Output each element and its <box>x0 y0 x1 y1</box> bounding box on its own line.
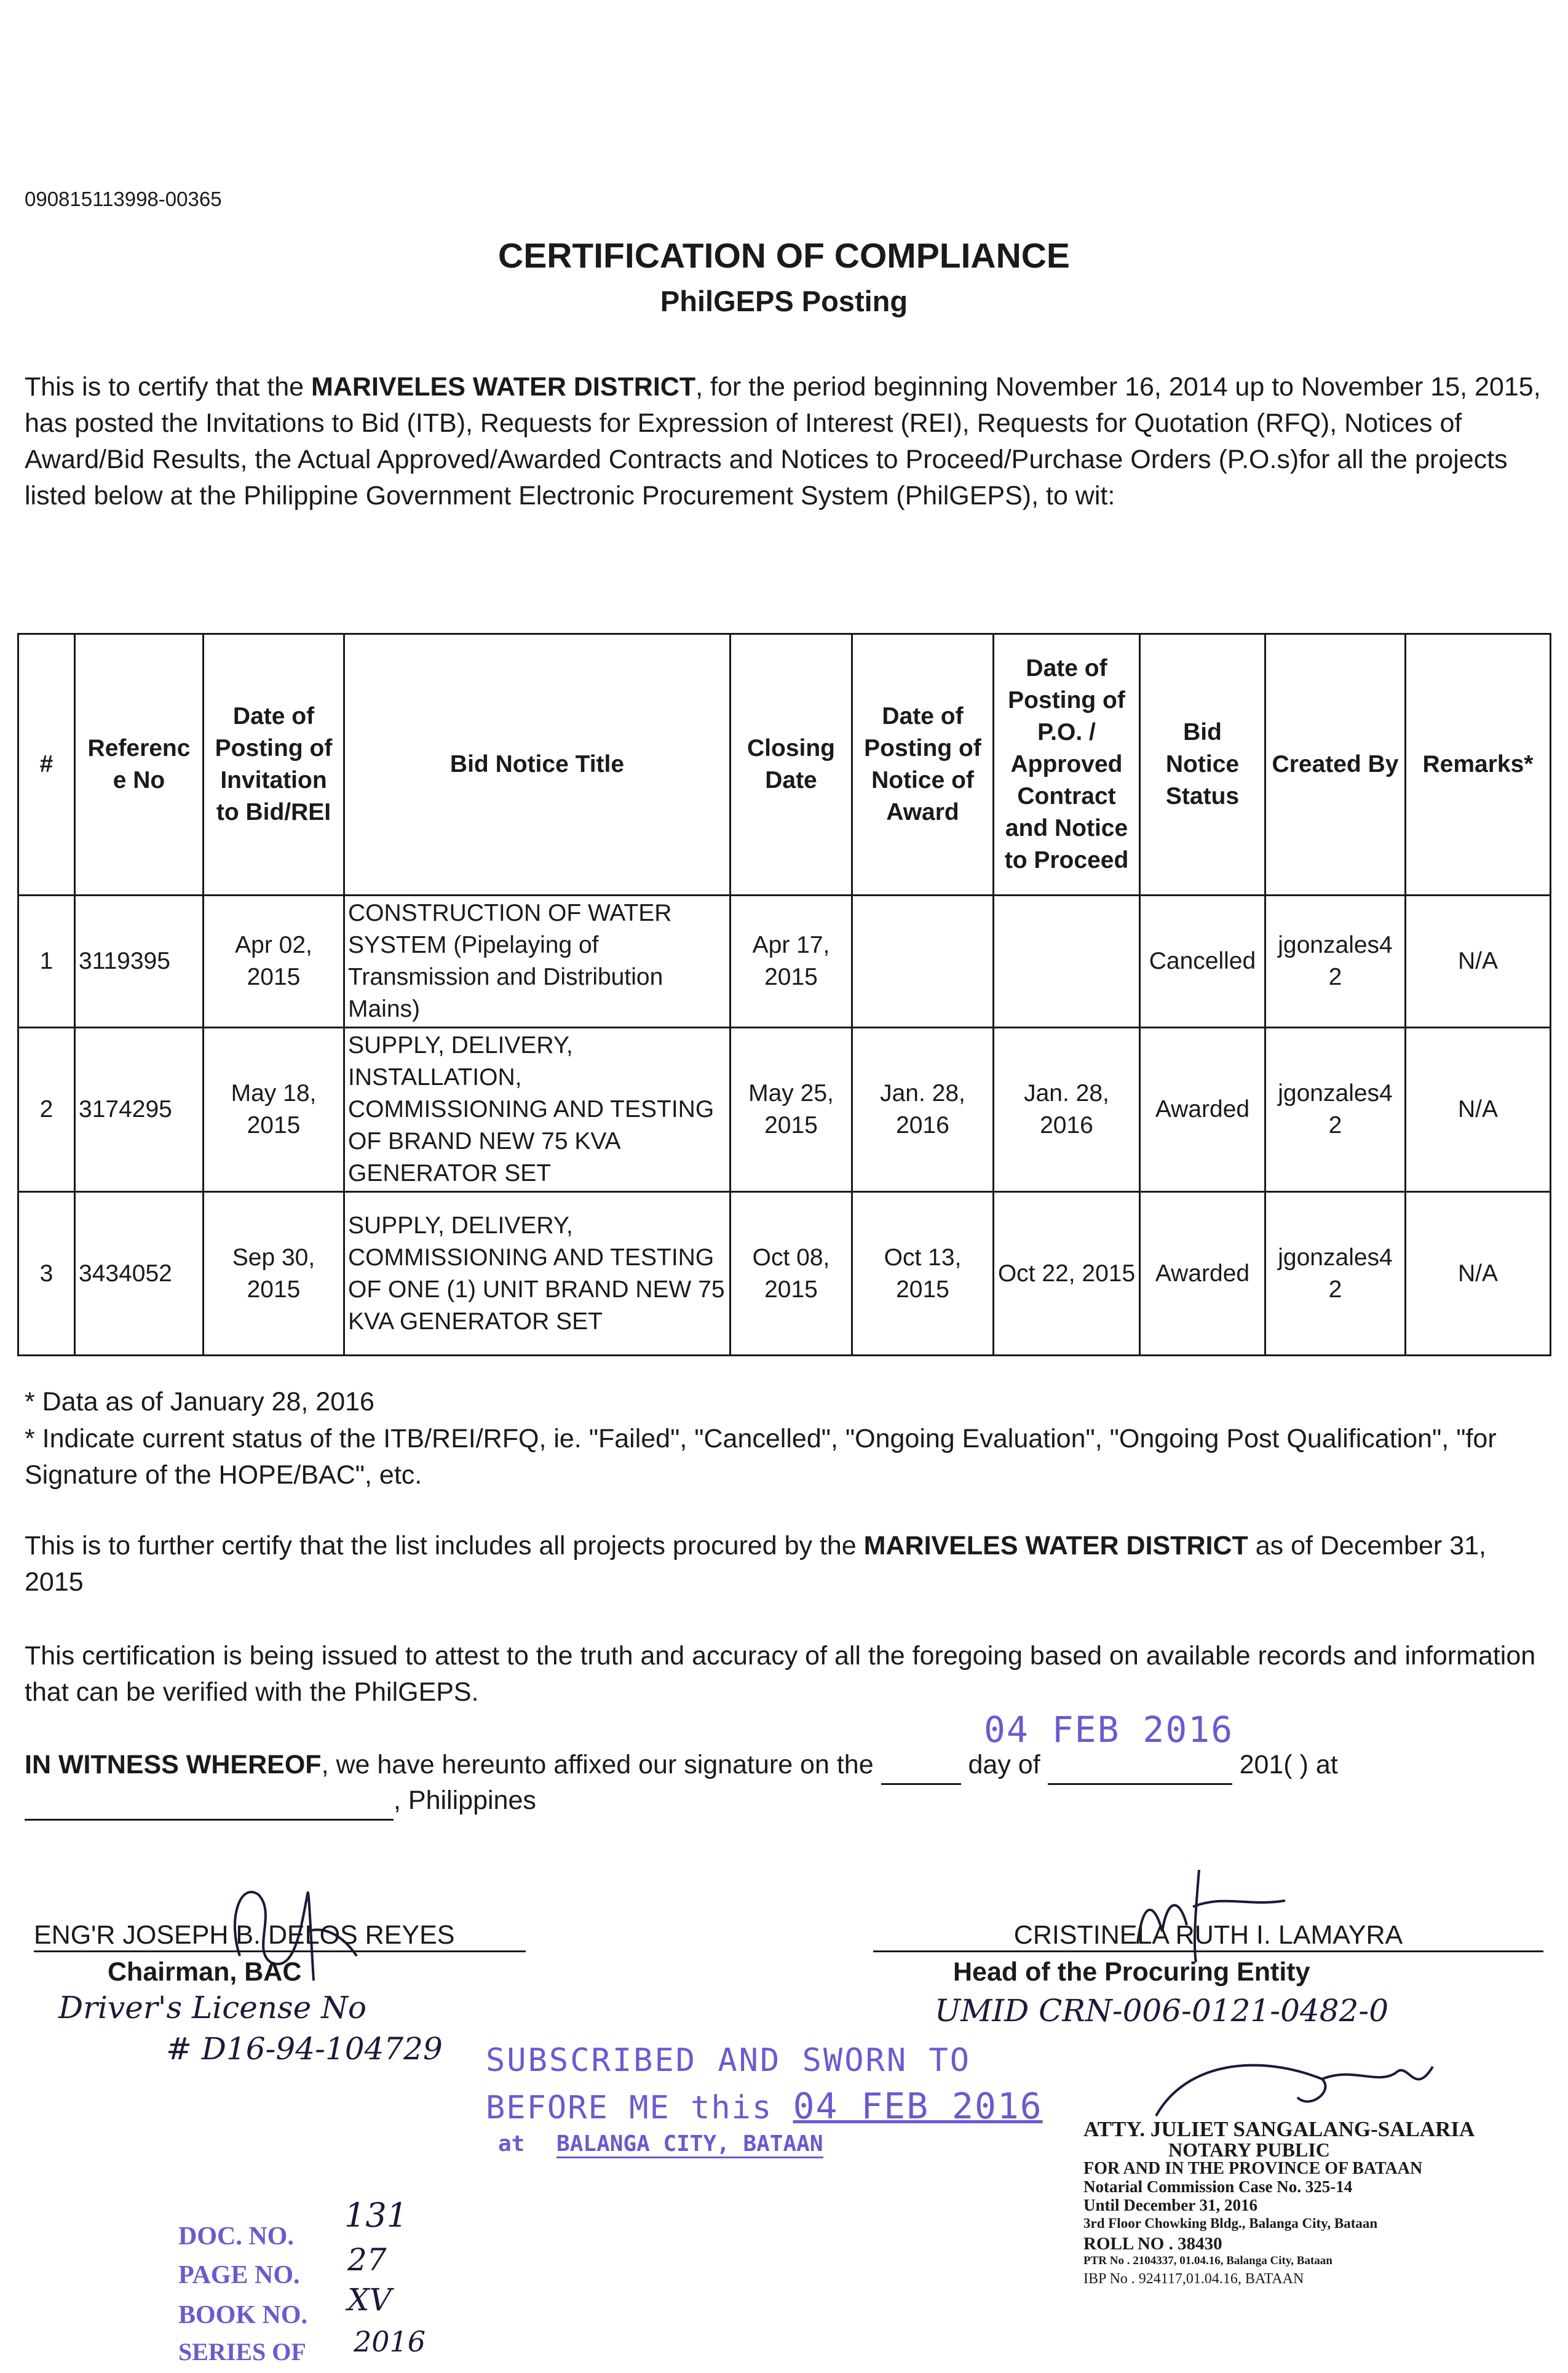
book-no-label: BOOK NO. <box>178 2301 308 2329</box>
day-blank <box>881 1747 961 1785</box>
cell-award <box>852 896 994 1028</box>
header-closing: Closing Date <box>731 634 852 896</box>
book-no-value: XV <box>347 2282 392 2318</box>
cell-num: 2 <box>18 1028 75 1192</box>
header-num: # <box>18 634 75 896</box>
reference-code: 090815113998-00365 <box>25 188 222 210</box>
intro-text-1: This is to certify that the <box>25 372 312 402</box>
witness-text-3: 201( ) at <box>1239 1750 1338 1779</box>
table-row <box>18 1192 1551 1356</box>
document-subtitle: PhilGEPS Posting <box>660 285 908 317</box>
cell-remarks: N/A <box>1406 896 1551 1028</box>
further-text-2: as of December 31, 2015 <box>25 1531 1486 1597</box>
notary-name: ATTY. JULIET SANGALANG-SALARIA <box>1083 2117 1475 2141</box>
cell-closing: Apr 17, 2015 <box>731 896 852 1028</box>
notary-line-4: Until December 31, 2016 <box>1083 2196 1257 2214</box>
cell-title: SUPPLY, DELIVERY, INSTALLATION, COMMISSIONING AND TESTING OF BRAND NEW 75 KVA GENERATOR SET <box>344 1028 731 1192</box>
witness-text-2: day of <box>968 1750 1040 1779</box>
right-signatory-title: Head of the Procuring Entity <box>953 1957 1310 1987</box>
cell-closing: May 25, 2015 <box>731 1028 852 1192</box>
cell-remarks: N/A <box>1406 1192 1551 1356</box>
note-status: * Indicate current status of the ITB/REI/RFQ, ie. "Failed", "Cancelled", "Ongoing Evaluation", "Ongoing Post Qualification", "for Signature of the HOPE/BAC", etc. <box>25 1424 1497 1490</box>
header-title: Bid Notice Title <box>344 634 731 896</box>
sworn-stamp-line3 <box>498 2131 823 2156</box>
cell-po <box>994 896 1140 1028</box>
sworn-stamp-place: BALANGA CITY, BATAAN <box>556 2131 823 2158</box>
cell-itb: Apr 02, 2015 <box>204 896 344 1028</box>
intro-text-2: , for the period beginning November 16, 2014 up to November 15, 2015, has posted the Invitations to Bid (ITB), Requests for Expression of Interest (REI), Requests for Quotation (RFQ), Notices of Award/Bid Results, the Actual Approved/Awarded Contracts and Notices to Proceed/Purchase Orders (P.O.s)for all the projects listed below at the Philippine Government Electronic Procurement System (PhilGEPS), to wit: <box>25 372 1541 511</box>
month-blank <box>1048 1747 1232 1785</box>
header-remarks: Remarks* <box>1406 634 1551 896</box>
left-signatory-title: Chairman, BAC <box>108 1957 302 1987</box>
cell-num: 3 <box>18 1192 75 1356</box>
table-header-row <box>18 634 1551 896</box>
left-license-note: Driver's License No <box>58 1990 367 2025</box>
cell-itb: May 18, 2015 <box>204 1028 344 1192</box>
cell-num: 1 <box>18 896 75 1028</box>
cell-itb: Sep 30, 2015 <box>204 1192 344 1356</box>
cell-title: CONSTRUCTION OF WATER SYSTEM (Pipelaying of Transmission and Distribution Mains) <box>344 896 731 1028</box>
cell-po: Oct 22, 2015 <box>994 1192 1140 1356</box>
sworn-stamp-line2 <box>486 2085 1043 2127</box>
series-label: SERIES OF <box>178 2338 306 2366</box>
org-name: MARIVELES WATER DISTRICT <box>311 372 696 402</box>
stamped-date: 04 FEB 2016 <box>984 1709 1234 1751</box>
sworn-stamp-line1: SUBSCRIBED AND SWORN TO <box>486 2042 972 2079</box>
cell-closing: Oct 08, 2015 <box>731 1192 852 1356</box>
cell-created: jgonzales4 2 <box>1265 896 1406 1028</box>
cell-award: Oct 13, 2015 <box>852 1192 994 1356</box>
notary-line-5: 3rd Floor Chowking Bldg., Balanga City, Bataan <box>1083 2216 1378 2231</box>
header-status: Bid Notice Status <box>1140 634 1265 896</box>
notary-line-1: NOTARY PUBLIC <box>1168 2139 1330 2161</box>
org-name: MARIVELES WATER DISTRICT <box>863 1531 1248 1560</box>
cell-ref: 3119395 <box>75 896 204 1028</box>
witness-text-1: , we have hereunto affixed our signature on the <box>321 1750 874 1779</box>
cell-title: SUPPLY, DELIVERY, COMMISSIONING AND TESTING OF ONE (1) UNIT BRAND NEW 75 KVA GENERATOR SET <box>344 1192 731 1356</box>
cell-created: jgonzales4 2 <box>1265 1192 1406 1356</box>
cell-created: jgonzales4 2 <box>1265 1028 1406 1192</box>
intro-paragraph <box>25 369 1543 514</box>
notary-line-8: IBP No . 924117,01.04.16, BATAAN <box>1083 2271 1304 2287</box>
doc-no-label: DOC. NO. <box>178 2222 294 2251</box>
document-title: CERTIFICATION OF COMPLIANCE <box>498 236 1070 276</box>
attest-paragraph: This certification is being issued to attest to the truth and accuracy of all the foregoing based on available records and information that can be verified with the PhilGEPS. <box>25 1641 1536 1707</box>
witness-paragraph <box>25 1747 1543 1785</box>
series-value: 2016 <box>354 2325 426 2358</box>
witness-bold: IN WITNESS WHEREOF <box>25 1750 322 1779</box>
header-created: Created By <box>1265 634 1406 896</box>
left-signatory-name: ENG'R JOSEPH B. DELOS REYES <box>34 1920 526 1952</box>
cell-award: Jan. 28, 2016 <box>852 1028 994 1192</box>
right-signatory-name: CRISTINELA RUTH I. LAMAYRA <box>873 1920 1543 1952</box>
witness-place <box>25 1783 1543 1821</box>
witness-text-4: , Philippines <box>394 1786 536 1815</box>
projects-table <box>17 633 1551 1356</box>
place-blank <box>25 1783 394 1821</box>
right-id-note: UMID CRN-006-0121-0482-0 <box>935 1993 1389 2029</box>
header-po: Date of Posting of P.O. / Approved Contract and Notice to Proceed <box>994 634 1140 896</box>
further-paragraph <box>25 1528 1543 1600</box>
cell-ref: 3174295 <box>75 1028 204 1192</box>
sworn-stamp-before: BEFORE ME this <box>486 2089 773 2126</box>
doc-no-value: 131 <box>344 2196 408 2235</box>
notary-line-6: ROLL NO . 38430 <box>1083 2234 1222 2254</box>
table-row <box>18 896 1551 1028</box>
cell-remarks: N/A <box>1406 1028 1551 1192</box>
notary-line-2: FOR AND IN THE PROVINCE OF BATAAN <box>1083 2159 1423 2178</box>
table-row <box>18 1028 1551 1192</box>
notary-line-3: Notarial Commission Case No. 325-14 <box>1083 2177 1353 2196</box>
cell-status: Awarded <box>1140 1028 1265 1192</box>
note-data-date: * Data as of January 28, 2016 <box>25 1387 374 1417</box>
header-itb: Date of Posting of Invitation to Bid/REI <box>204 634 344 896</box>
header-ref: Referenc e No <box>75 634 204 896</box>
page-no-label: PAGE NO. <box>178 2261 300 2289</box>
sworn-stamp-at: at <box>498 2131 525 2156</box>
header-award: Date of Posting of Notice of Award <box>852 634 994 896</box>
further-text-1: This is to further certify that the list includes all projects procured by the <box>25 1531 864 1560</box>
page-no-value: 27 <box>347 2242 387 2278</box>
cell-po: Jan. 28, 2016 <box>994 1028 1140 1192</box>
cell-ref: 3434052 <box>75 1192 204 1356</box>
notary-line-7: PTR No . 2104337, 01.04.16, Balanga City, Bataan <box>1083 2254 1332 2267</box>
sworn-stamp-date: 04 FEB 2016 <box>793 2085 1043 2127</box>
cell-status: Cancelled <box>1140 896 1265 1028</box>
left-license-number: # D16-94-104729 <box>166 2031 443 2067</box>
cell-status: Awarded <box>1140 1192 1265 1356</box>
